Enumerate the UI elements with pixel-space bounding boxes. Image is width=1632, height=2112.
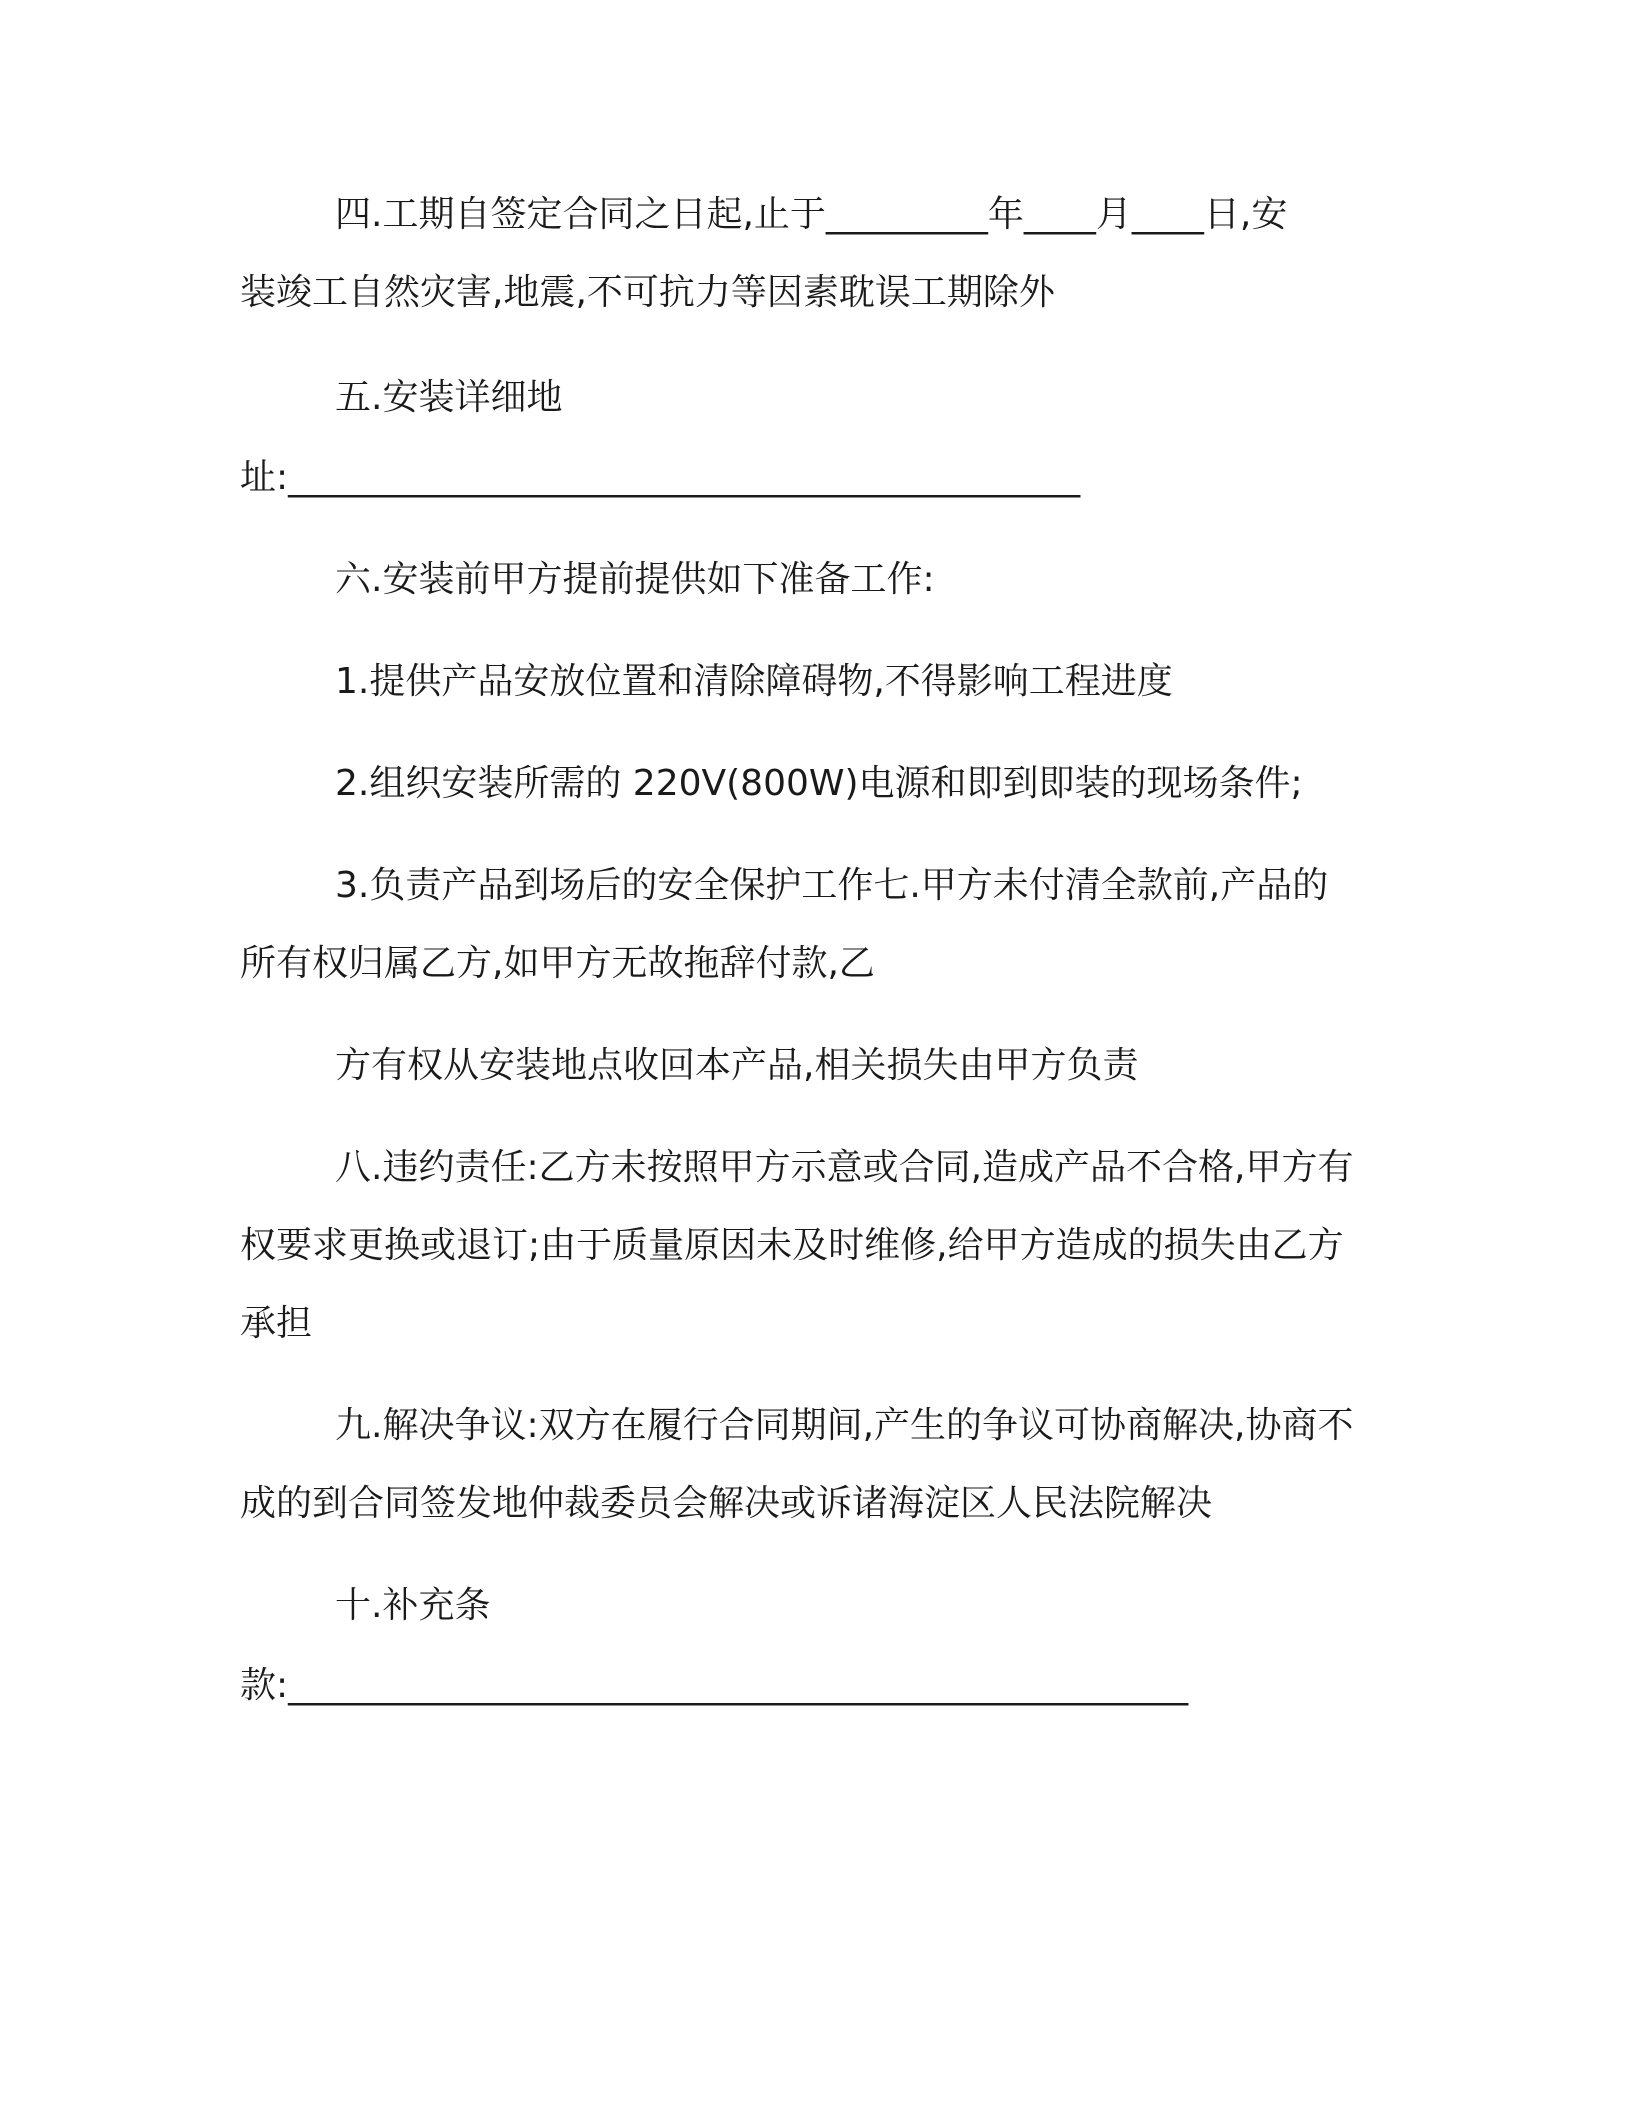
clause-8-line-2: 权要求更换或退订;由于质量原因未及时维修,给甲方造成的损失由乙方: [240, 1225, 1344, 1266]
clause-5-line-1: 五.安装详细地: [335, 377, 563, 418]
clause-6-item-2: 2.组织安装所需的 220V(800W)电源和即到即装的现场条件;: [335, 763, 1303, 804]
clause-4-line-1: 四.工期自签定合同之日起,止于_________年____月____日,安: [335, 194, 1288, 235]
clause-8-line-1: 八.违约责任:乙方未按照甲方示意或合同,造成产品不合格,甲方有: [335, 1147, 1354, 1188]
clause-9-line-2: 成的到合同签发地仲裁委员会解决或诉诸海淀区人民法院解决: [240, 1483, 1213, 1524]
clause-4-line-2: 装竣工自然灾害,地震,不可抗力等因素耽误工期除外: [240, 272, 1055, 313]
clause-10-line-1: 十.补充条: [335, 1585, 491, 1626]
clause-7-line-3: 方有权从安装地点收回本产品,相关损失由甲方负责: [335, 1045, 1139, 1086]
clause-5-line-2: 址:____________________________________________: [240, 457, 1081, 498]
clause-6-item-3-line-1: 3.负责产品到场后的安全保护工作七.甲方未付清全款前,产品的: [335, 865, 1329, 906]
clause-8-line-3: 承担: [240, 1303, 313, 1344]
clause-10-line-2: 款:__________________________________________________: [240, 1665, 1189, 1706]
clause-6-heading: 六.安装前甲方提前提供如下准备工作:: [335, 559, 935, 600]
clause-6-item-1: 1.提供产品安放位置和清除障碍物,不得影响工程进度: [335, 661, 1173, 702]
clause-9-line-1: 九.解决争议:双方在履行合同期间,产生的争议可协商解决,协商不: [335, 1405, 1354, 1446]
clause-7-line-2: 所有权归属乙方,如甲方无故拖辞付款,乙: [240, 943, 875, 984]
